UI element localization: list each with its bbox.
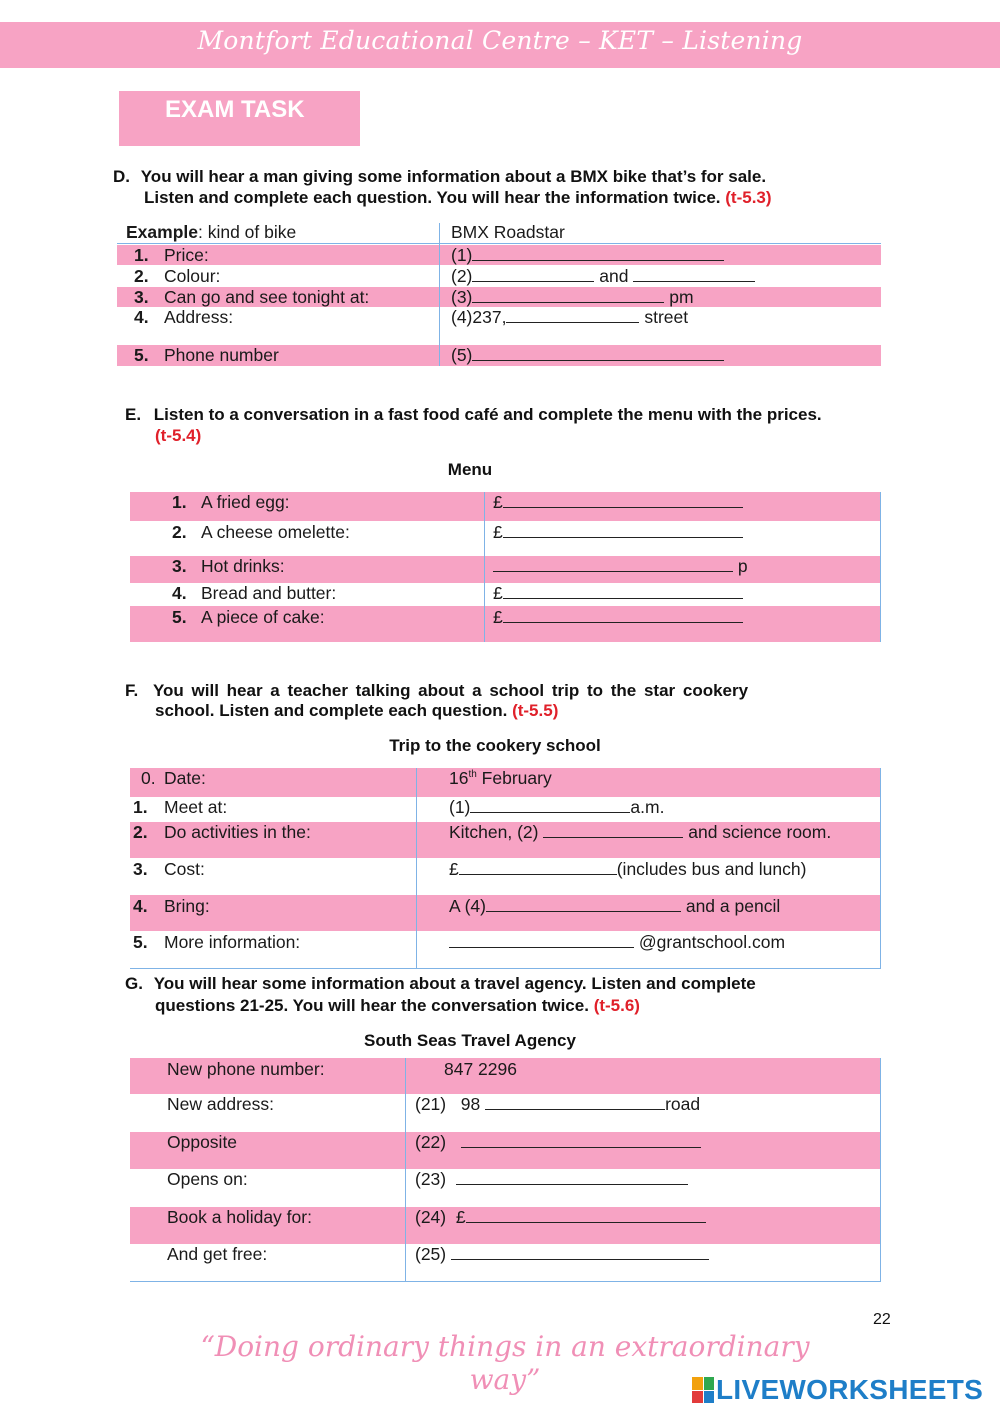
- section-f-ref: (t-5.5): [512, 701, 559, 720]
- menu-item: 5. A piece of cake:: [172, 607, 325, 627]
- trip-row: 5. More information:: [133, 932, 301, 952]
- section-f-instruction: [125, 680, 748, 701]
- travel-label: And get free:: [167, 1244, 268, 1264]
- table-f-bottom-rule: [130, 968, 881, 969]
- travel-label: Opens on:: [167, 1169, 248, 1189]
- answer-field[interactable]: @grantschool.com: [449, 932, 785, 953]
- table-d-header-rule: [117, 243, 881, 244]
- price-field[interactable]: £: [493, 522, 743, 543]
- travel-label: New phone number:: [167, 1059, 325, 1079]
- table-row: 2. Colour:: [134, 266, 221, 286]
- example-answer: BMX Roadstar: [451, 222, 565, 242]
- answer-field[interactable]: (23): [415, 1169, 688, 1190]
- answer-field[interactable]: (25): [415, 1244, 709, 1265]
- section-g-instruction: [125, 973, 756, 994]
- brand-text: LIVEWORKSHEETS: [716, 1374, 984, 1405]
- trip-row: 1. Meet at:: [133, 797, 228, 817]
- answer-field[interactable]: (5): [451, 345, 724, 366]
- answer-field[interactable]: (1): [451, 245, 724, 266]
- price-field[interactable]: £: [493, 492, 743, 513]
- section-d-line2: Listen and complete each question. You will hear the information twice.: [144, 188, 721, 207]
- table-d-divider: [439, 223, 440, 366]
- section-f-instruction-2: [155, 700, 558, 721]
- travel-label: Opposite: [167, 1132, 238, 1152]
- answer-field[interactable]: (2) and: [451, 266, 755, 287]
- travel-label: Book a holiday for:: [167, 1207, 312, 1227]
- menu-item: 3. Hot drinks:: [172, 556, 285, 576]
- menu-item: 2. A cheese omelette:: [172, 522, 350, 542]
- section-d-ref: (t-5.3): [725, 188, 772, 207]
- section-g-line1: You will hear some information about a travel agency. Listen and complete: [153, 974, 756, 993]
- table-row: 4. Address:: [134, 307, 234, 327]
- trip-row: 3. Cost:: [133, 859, 205, 879]
- answer-field[interactable]: A (4) and a pencil: [449, 896, 781, 916]
- section-d-instruction: [113, 166, 766, 187]
- section-d-instruction-2: [144, 187, 772, 208]
- table-d-example: [126, 222, 296, 243]
- trip-row: 4. Bring:: [133, 896, 210, 916]
- exam-task-label: EXAM TASK: [165, 96, 305, 123]
- answer-field[interactable]: (1) a.m.: [449, 797, 665, 817]
- trip-date: 16th February: [449, 768, 552, 788]
- table-g-divider: [405, 1058, 406, 1282]
- section-e-instruction: [125, 404, 822, 425]
- section-g-letter: G.: [125, 974, 143, 993]
- menu-item: 4. Bread and butter:: [172, 583, 337, 603]
- liveworksheets-logo-icon: [692, 1377, 714, 1403]
- section-f-line2: school. Listen and complete each question.: [155, 701, 508, 720]
- answer-field[interactable]: (4)237, street: [451, 307, 689, 327]
- trip-caption: Trip to the cookery school: [389, 736, 601, 755]
- example-text: : kind of bike: [197, 222, 297, 242]
- answer-field[interactable]: (24) £: [415, 1207, 706, 1228]
- example-label: Example: [126, 222, 198, 242]
- travel-label: New address:: [167, 1094, 274, 1114]
- menu-item: 1. A fried egg:: [172, 492, 290, 512]
- menu-caption: Menu: [447, 460, 493, 479]
- answer-field[interactable]: Kitchen, (2) and science room.: [449, 822, 832, 842]
- motto: “Doing ordinary things in an extraordinary way”: [200, 1330, 810, 1396]
- table-g-border: [880, 1058, 881, 1282]
- section-d-letter: D.: [113, 167, 130, 186]
- section-d-line1: You will hear a man giving some information about a BMX bike that’s for sale.: [140, 167, 767, 186]
- table-row: 3. Can go and see tonight at:: [134, 287, 370, 307]
- liveworksheets-brand[interactable]: [692, 1373, 983, 1407]
- price-field[interactable]: £: [493, 583, 743, 604]
- section-f-letter: F.: [125, 681, 139, 700]
- section-e-letter: E.: [125, 405, 142, 424]
- section-g-instruction-2: [155, 995, 640, 1016]
- trip-row: 0. Date:: [141, 768, 206, 788]
- section-e-ref: (t-5.4): [155, 426, 202, 445]
- header-title: Montfort Educational Centre – KET – Listening: [197, 26, 803, 55]
- table-g-bottom-rule: [130, 1281, 881, 1282]
- travel-phone: 847 2296: [444, 1059, 517, 1079]
- answer-field[interactable]: £ (includes bus and lunch): [449, 859, 807, 879]
- table-f-divider: [416, 768, 417, 968]
- section-e-line1: Listen to a conversation in a fast food café and complete the menu with the prices.: [153, 405, 822, 424]
- section-f-line1: You will hear a teacher talking about a school trip to the star cookery: [152, 681, 749, 700]
- table-f-border: [880, 768, 881, 968]
- page-number: 22: [873, 1311, 891, 1328]
- price-field[interactable]: p: [493, 556, 748, 577]
- section-g-line2: questions 21-25. You will hear the conversation twice.: [155, 996, 589, 1015]
- travel-caption: South Seas Travel Agency: [364, 1031, 576, 1050]
- table-e-divider: [484, 492, 485, 642]
- section-g-ref: (t-5.6): [593, 996, 640, 1015]
- table-row: 5. Phone number: [134, 345, 279, 365]
- price-field[interactable]: £: [493, 607, 743, 628]
- trip-row: 2. Do activities in the:: [133, 822, 311, 842]
- answer-field[interactable]: (21) 98 road: [415, 1094, 701, 1114]
- answer-field[interactable]: (22): [415, 1132, 701, 1153]
- table-e-border: [880, 492, 881, 642]
- table-row: 1. Price:: [134, 245, 209, 265]
- answer-field[interactable]: (3) pm: [451, 287, 694, 307]
